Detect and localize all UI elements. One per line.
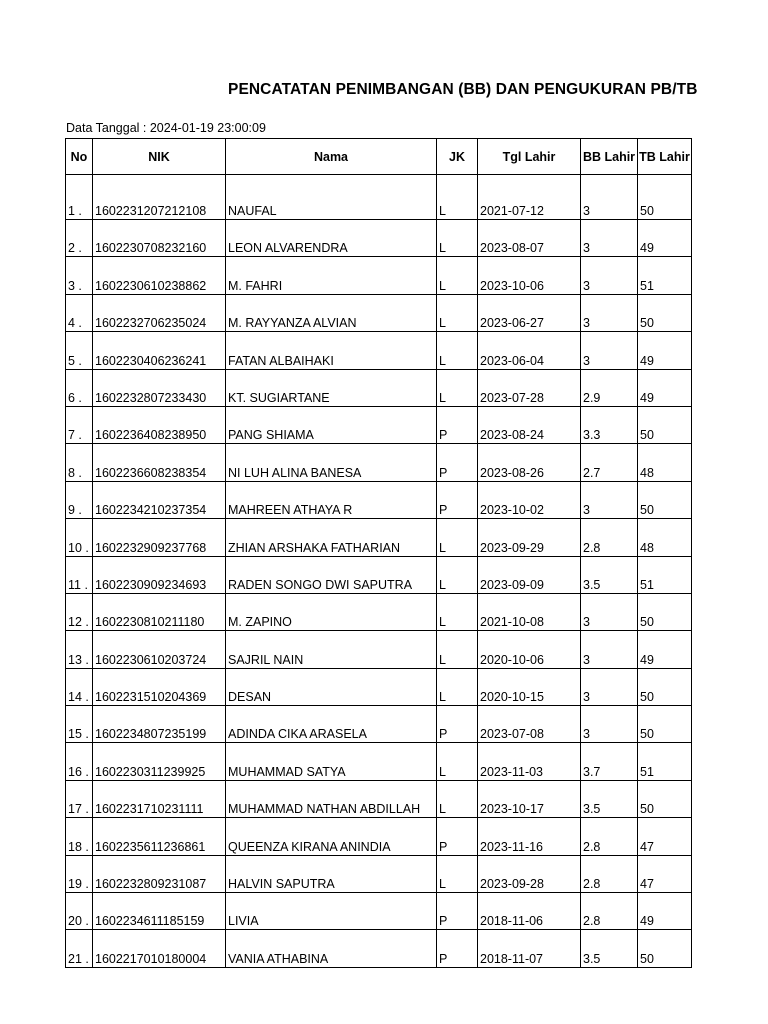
cell-bb-lahir: 3 [581, 668, 638, 705]
cell-tb-lahir: 51 [638, 743, 692, 780]
cell-tgl-lahir: 2023-08-24 [478, 406, 581, 443]
cell-jk: L [437, 519, 478, 556]
cell-tb-lahir: 49 [638, 631, 692, 668]
cell-tb-lahir: 47 [638, 855, 692, 892]
cell-no: 17 . [66, 780, 93, 817]
table-header-row [66, 139, 692, 175]
cell-nik: 1602230311239925 [93, 743, 226, 780]
cell-tb-lahir: 50 [638, 706, 692, 743]
cell-jk: L [437, 257, 478, 294]
table-row [66, 668, 692, 705]
cell-nama: ADINDA CIKA ARASELA [226, 706, 437, 743]
cell-bb-lahir: 3.5 [581, 930, 638, 967]
cell-nama: M. RAYYANZA ALVIAN [226, 294, 437, 331]
cell-nama: MAHREEN ATHAYA R [226, 481, 437, 518]
cell-tb-lahir: 50 [638, 780, 692, 817]
cell-no: 12 . [66, 593, 93, 630]
cell-nama: M. FAHRI [226, 257, 437, 294]
cell-tgl-lahir: 2023-09-09 [478, 556, 581, 593]
cell-bb-lahir: 3.7 [581, 743, 638, 780]
cell-tgl-lahir: 2020-10-15 [478, 668, 581, 705]
cell-nama: VANIA ATHABINA [226, 930, 437, 967]
cell-jk: L [437, 743, 478, 780]
cell-tgl-lahir: 2023-10-02 [478, 481, 581, 518]
table-row [66, 369, 692, 406]
column-header-bb-lahir: BB Lahir [581, 139, 638, 175]
cell-tgl-lahir: 2018-11-07 [478, 930, 581, 967]
cell-jk: L [437, 668, 478, 705]
cell-bb-lahir: 3.3 [581, 406, 638, 443]
cell-nama: NI LUH ALINA BANESA [226, 444, 437, 481]
table-row [66, 220, 692, 257]
cell-bb-lahir: 3.5 [581, 556, 638, 593]
cell-tgl-lahir: 2018-11-06 [478, 893, 581, 930]
cell-nama: QUEENZA KIRANA ANINDIA [226, 818, 437, 855]
cell-nik: 1602217010180004 [93, 930, 226, 967]
cell-jk: P [437, 444, 478, 481]
table-row [66, 593, 692, 630]
cell-bb-lahir: 2.8 [581, 818, 638, 855]
column-header-no: No [66, 139, 93, 175]
cell-nik: 1602236608238354 [93, 444, 226, 481]
table-body [66, 175, 692, 968]
column-header-nama: Nama [226, 139, 437, 175]
cell-nik: 1602232807233430 [93, 369, 226, 406]
column-header-tb-lahir: TB Lahir [638, 139, 692, 175]
cell-tgl-lahir: 2023-07-08 [478, 706, 581, 743]
cell-tgl-lahir: 2023-10-17 [478, 780, 581, 817]
cell-bb-lahir: 3 [581, 294, 638, 331]
cell-jk: P [437, 930, 478, 967]
cell-tb-lahir: 50 [638, 406, 692, 443]
cell-jk: L [437, 220, 478, 257]
cell-jk: L [437, 332, 478, 369]
cell-no: 11 . [66, 556, 93, 593]
cell-tgl-lahir: 2023-11-03 [478, 743, 581, 780]
table-row [66, 519, 692, 556]
cell-tb-lahir: 51 [638, 257, 692, 294]
cell-nama: PANG SHIAMA [226, 406, 437, 443]
cell-nama: KT. SUGIARTANE [226, 369, 437, 406]
cell-bb-lahir: 3 [581, 481, 638, 518]
cell-no: 1 . [66, 175, 93, 220]
cell-tb-lahir: 49 [638, 220, 692, 257]
cell-nama: SAJRIL NAIN [226, 631, 437, 668]
cell-bb-lahir: 3 [581, 631, 638, 668]
cell-no: 18 . [66, 818, 93, 855]
table-row [66, 556, 692, 593]
cell-nik: 1602230708232160 [93, 220, 226, 257]
cell-jk: P [437, 706, 478, 743]
cell-no: 21 . [66, 930, 93, 967]
cell-jk: P [437, 406, 478, 443]
cell-tgl-lahir: 2023-09-28 [478, 855, 581, 892]
cell-nama: MUHAMMAD SATYA [226, 743, 437, 780]
table-row [66, 743, 692, 780]
cell-jk: L [437, 294, 478, 331]
cell-nik: 1602230810211180 [93, 593, 226, 630]
table-row [66, 893, 692, 930]
cell-bb-lahir: 2.8 [581, 855, 638, 892]
table-row [66, 444, 692, 481]
table-row [66, 406, 692, 443]
cell-nik: 1602236408238950 [93, 406, 226, 443]
cell-no: 5 . [66, 332, 93, 369]
cell-jk: L [437, 556, 478, 593]
data-date-line: Data Tanggal : 2024-01-19 23:00:09 [66, 121, 266, 135]
cell-nama: M. ZAPINO [226, 593, 437, 630]
cell-tgl-lahir: 2023-08-07 [478, 220, 581, 257]
cell-nik: 1602234611185159 [93, 893, 226, 930]
cell-bb-lahir: 3 [581, 175, 638, 220]
cell-tgl-lahir: 2023-07-28 [478, 369, 581, 406]
table-row [66, 631, 692, 668]
cell-nama: LEON ALVARENDRA [226, 220, 437, 257]
cell-nama: NAUFAL [226, 175, 437, 220]
table-row [66, 481, 692, 518]
page-title: PENCATATAN PENIMBANGAN (BB) DAN PENGUKURAN PB/TB [228, 81, 698, 98]
cell-no: 20 . [66, 893, 93, 930]
cell-no: 10 . [66, 519, 93, 556]
cell-no: 4 . [66, 294, 93, 331]
cell-tb-lahir: 48 [638, 444, 692, 481]
cell-tgl-lahir: 2023-06-04 [478, 332, 581, 369]
cell-tb-lahir: 50 [638, 593, 692, 630]
cell-tgl-lahir: 2021-07-12 [478, 175, 581, 220]
cell-tb-lahir: 50 [638, 294, 692, 331]
cell-tb-lahir: 50 [638, 668, 692, 705]
cell-tb-lahir: 51 [638, 556, 692, 593]
cell-tb-lahir: 47 [638, 818, 692, 855]
cell-jk: P [437, 818, 478, 855]
cell-nik: 1602232809231087 [93, 855, 226, 892]
cell-no: 14 . [66, 668, 93, 705]
cell-bb-lahir: 2.8 [581, 519, 638, 556]
cell-jk: L [437, 631, 478, 668]
cell-nama: RADEN SONGO DWI SAPUTRA [226, 556, 437, 593]
cell-bb-lahir: 3 [581, 220, 638, 257]
cell-nik: 1602234807235199 [93, 706, 226, 743]
cell-no: 2 . [66, 220, 93, 257]
cell-nik: 1602232909237768 [93, 519, 226, 556]
table-row [66, 706, 692, 743]
cell-no: 15 . [66, 706, 93, 743]
cell-tgl-lahir: 2020-10-06 [478, 631, 581, 668]
cell-bb-lahir: 3 [581, 332, 638, 369]
cell-nama: HALVIN SAPUTRA [226, 855, 437, 892]
table-row [66, 332, 692, 369]
cell-tgl-lahir: 2023-10-06 [478, 257, 581, 294]
cell-nama: DESAN [226, 668, 437, 705]
cell-tgl-lahir: 2023-11-16 [478, 818, 581, 855]
cell-bb-lahir: 3.5 [581, 780, 638, 817]
cell-nama: LIVIA [226, 893, 437, 930]
cell-nik: 1602235611236861 [93, 818, 226, 855]
cell-nik: 1602231710231111 [93, 780, 226, 817]
cell-nik: 1602230406236241 [93, 332, 226, 369]
cell-tb-lahir: 49 [638, 893, 692, 930]
cell-no: 7 . [66, 406, 93, 443]
cell-tgl-lahir: 2023-09-29 [478, 519, 581, 556]
cell-jk: P [437, 893, 478, 930]
cell-no: 9 . [66, 481, 93, 518]
cell-jk: L [437, 780, 478, 817]
cell-bb-lahir: 3 [581, 706, 638, 743]
cell-bb-lahir: 3 [581, 257, 638, 294]
cell-tb-lahir: 50 [638, 481, 692, 518]
cell-tgl-lahir: 2023-06-27 [478, 294, 581, 331]
cell-nik: 1602231510204369 [93, 668, 226, 705]
cell-nik: 1602230610238862 [93, 257, 226, 294]
cell-bb-lahir: 2.9 [581, 369, 638, 406]
table-row [66, 175, 692, 220]
cell-tb-lahir: 49 [638, 369, 692, 406]
cell-bb-lahir: 3 [581, 593, 638, 630]
cell-jk: L [437, 593, 478, 630]
cell-jk: P [437, 481, 478, 518]
cell-no: 13 . [66, 631, 93, 668]
cell-nik: 1602234210237354 [93, 481, 226, 518]
column-header-tgl-lahir: Tgl Lahir [478, 139, 581, 175]
cell-nama: MUHAMMAD NATHAN ABDILLAH [226, 780, 437, 817]
cell-tgl-lahir: 2023-08-26 [478, 444, 581, 481]
table-row [66, 930, 692, 967]
table-row [66, 855, 692, 892]
cell-tb-lahir: 49 [638, 332, 692, 369]
cell-jk: L [437, 175, 478, 220]
cell-no: 8 . [66, 444, 93, 481]
cell-tb-lahir: 50 [638, 930, 692, 967]
cell-no: 16 . [66, 743, 93, 780]
cell-bb-lahir: 2.8 [581, 893, 638, 930]
cell-tb-lahir: 50 [638, 175, 692, 220]
table-row [66, 780, 692, 817]
table-row [66, 257, 692, 294]
cell-bb-lahir: 2.7 [581, 444, 638, 481]
cell-jk: L [437, 855, 478, 892]
cell-nik: 1602232706235024 [93, 294, 226, 331]
cell-nik: 1602230909234693 [93, 556, 226, 593]
cell-nik: 1602230610203724 [93, 631, 226, 668]
data-table [65, 138, 692, 968]
cell-nama: FATAN ALBAIHAKI [226, 332, 437, 369]
cell-no: 19 . [66, 855, 93, 892]
cell-no: 6 . [66, 369, 93, 406]
table-row [66, 294, 692, 331]
cell-nama: ZHIAN ARSHAKA FATHARIAN [226, 519, 437, 556]
cell-no: 3 . [66, 257, 93, 294]
column-header-nik: NIK [93, 139, 226, 175]
table-row [66, 818, 692, 855]
cell-tb-lahir: 48 [638, 519, 692, 556]
cell-tgl-lahir: 2021-10-08 [478, 593, 581, 630]
cell-nik: 1602231207212108 [93, 175, 226, 220]
cell-jk: L [437, 369, 478, 406]
column-header-jk: JK [437, 139, 478, 175]
